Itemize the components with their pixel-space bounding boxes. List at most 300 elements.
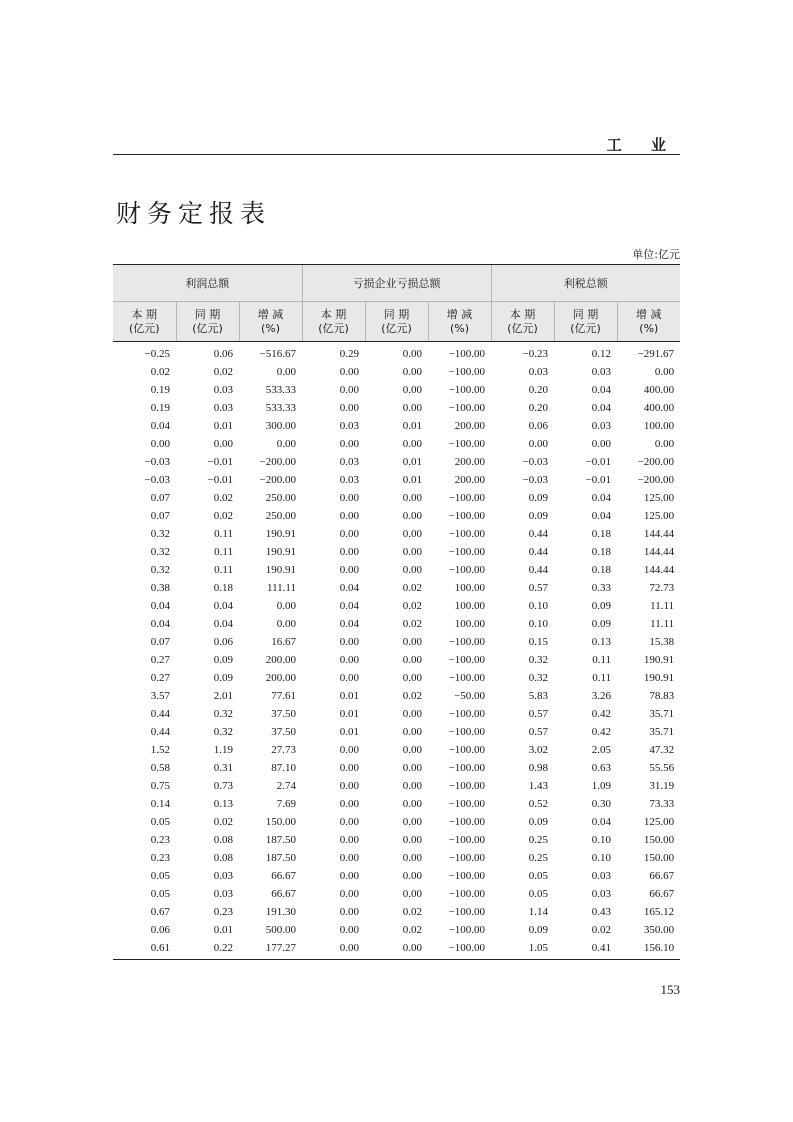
table-row <box>113 633 680 651</box>
table-row <box>113 471 680 489</box>
table-cell: 100.00 <box>454 618 486 630</box>
column-header: 同 期 (亿元) <box>365 302 428 342</box>
column-header: 增 减 (%) <box>239 302 302 342</box>
table-cell: 125.00 <box>643 492 675 504</box>
table-cell: 0.03 <box>213 870 233 882</box>
table-cell: −100.00 <box>448 654 486 666</box>
group-header-loss: 亏损企业亏损总额 <box>302 265 491 302</box>
table-cell: 177.27 <box>239 939 302 960</box>
table-cell: 165.12 <box>643 906 675 918</box>
table-cell: 66.67 <box>649 870 675 882</box>
table-cell: 0.00 <box>339 564 360 576</box>
table-cell: 0.42 <box>591 726 612 738</box>
table-cell: 0.98 <box>528 762 549 774</box>
table-cell: 0.00 <box>402 348 423 360</box>
table-cell: 200.00 <box>454 420 486 432</box>
table-cell: 0.06 <box>528 420 549 432</box>
column-header: 增 减 (%) <box>428 302 491 342</box>
table-cell: 200.00 <box>265 654 297 666</box>
table-cell: −100.00 <box>428 939 491 960</box>
table-cell: 0.18 <box>591 564 612 576</box>
table-cell: 0.00 <box>339 672 360 684</box>
table-cell: 0.02 <box>213 510 233 522</box>
page-number: 153 <box>660 982 680 997</box>
table-cell: 200.00 <box>454 474 486 486</box>
table-cell: 0.02 <box>402 618 423 630</box>
table-cell: 191.30 <box>265 906 297 918</box>
table-cell: 0.04 <box>339 618 360 630</box>
table-row <box>113 669 680 687</box>
table-cell: 87.10 <box>271 762 297 774</box>
table-cell: −100.00 <box>448 708 486 720</box>
table-row <box>113 687 680 705</box>
table-cell: 0.00 <box>402 726 423 738</box>
table-cell: 144.44 <box>643 546 675 558</box>
table-cell: 0.00 <box>339 906 360 918</box>
table-cell: −100.00 <box>448 438 486 450</box>
table-row <box>113 759 680 777</box>
table-cell: 0.00 <box>402 528 423 540</box>
table-cell: 0.00 <box>654 366 675 378</box>
table-cell: 0.05 <box>150 888 170 900</box>
table-cell: 0.03 <box>591 888 612 900</box>
table-cell: 111.11 <box>266 582 297 594</box>
table-cell: 47.32 <box>649 744 675 756</box>
table-row <box>113 651 680 669</box>
table-cell: −0.01 <box>585 474 612 486</box>
unit-label: 单位:亿元 <box>632 248 680 261</box>
table-cell: 0.10 <box>591 852 612 864</box>
column-header: 同 期 (亿元) <box>554 302 617 342</box>
table-cell: 0.22 <box>176 939 239 960</box>
table-cell: 0.00 <box>402 888 423 900</box>
column-header: 增 减 (%) <box>617 302 680 342</box>
table-cell: 0.09 <box>528 816 549 828</box>
table-cell: 350.00 <box>643 924 675 936</box>
table-cell: 0.30 <box>591 798 612 810</box>
table-cell: 0.04 <box>339 600 360 612</box>
table-cell: 0.00 <box>339 402 360 414</box>
table-cell: 400.00 <box>643 384 675 396</box>
table-cell: 0.13 <box>213 798 233 810</box>
table-cell: 187.50 <box>265 852 297 864</box>
column-header-row <box>113 302 680 342</box>
table-cell: 0.04 <box>591 402 612 414</box>
financial-table <box>113 264 680 960</box>
table-cell: 100.00 <box>643 420 675 432</box>
table-row <box>113 363 680 381</box>
table-cell: 0.27 <box>150 672 170 684</box>
table-cell: −100.00 <box>448 852 486 864</box>
table-cell: 0.38 <box>150 582 170 594</box>
table-cell: 0.00 <box>339 744 360 756</box>
table-cell: 0.06 <box>150 924 170 936</box>
table-cell: 0.04 <box>339 582 360 594</box>
table-cell: 0.09 <box>213 654 233 666</box>
table-cell: 144.44 <box>643 564 675 576</box>
table-cell: 0.00 <box>339 366 360 378</box>
table-row <box>113 795 680 813</box>
table-cell: 0.32 <box>213 726 233 738</box>
group-header-row <box>113 265 680 302</box>
table-cell: 2.74 <box>276 780 297 792</box>
table-cell: 0.32 <box>150 546 170 558</box>
table-cell: 0.11 <box>592 654 612 666</box>
table-cell: 0.00 <box>276 600 297 612</box>
table-cell: −100.00 <box>448 780 486 792</box>
table-row <box>113 705 680 723</box>
table-cell: −100.00 <box>448 726 486 738</box>
table-cell: 1.43 <box>528 780 549 792</box>
column-header: 本 期 (亿元) <box>491 302 554 342</box>
table-cell: 1.19 <box>213 744 233 756</box>
table-cell: 0.00 <box>339 852 360 864</box>
table-row <box>113 417 680 435</box>
table-cell: 0.00 <box>339 888 360 900</box>
table-cell: −100.00 <box>448 366 486 378</box>
table-cell: −100.00 <box>448 816 486 828</box>
table-cell: 0.18 <box>591 546 612 558</box>
table-cell: 0.18 <box>213 582 233 594</box>
table-cell: 0.09 <box>591 600 612 612</box>
table-cell: 0.57 <box>528 726 549 738</box>
table-cell: −100.00 <box>448 384 486 396</box>
table-cell: 0.00 <box>302 939 365 960</box>
table-cell: 0.00 <box>402 762 423 774</box>
table-cell: 0.00 <box>402 798 423 810</box>
table-cell: 1.14 <box>528 906 549 918</box>
table-body <box>113 342 680 960</box>
table-cell: −100.00 <box>448 762 486 774</box>
table-cell: −200.00 <box>259 456 297 468</box>
table-cell: 0.00 <box>402 780 423 792</box>
table-cell: 190.91 <box>643 672 675 684</box>
table-cell: 37.50 <box>271 726 297 738</box>
table-cell: 0.09 <box>591 618 612 630</box>
table-cell: 0.09 <box>213 672 233 684</box>
table-cell: 0.00 <box>339 510 360 522</box>
table-cell: 0.03 <box>591 870 612 882</box>
table-cell: −0.03 <box>522 474 549 486</box>
table-cell: 0.03 <box>339 474 360 486</box>
table-cell: 0.13 <box>591 636 612 648</box>
table-cell: 0.00 <box>339 528 360 540</box>
column-header: 同 期 (亿元) <box>176 302 239 342</box>
table-cell: 0.25 <box>528 852 549 864</box>
table-cell: 5.83 <box>528 690 549 702</box>
table-cell: 0.57 <box>528 582 549 594</box>
page-title: 财务定报表 <box>116 199 272 228</box>
table-cell: 300.00 <box>265 420 297 432</box>
table-cell: 0.03 <box>213 402 233 414</box>
table-cell: 0.19 <box>150 402 170 414</box>
table-cell: −100.00 <box>448 510 486 522</box>
table-cell: 0.03 <box>339 420 360 432</box>
table-cell: −100.00 <box>448 888 486 900</box>
table-cell: 0.02 <box>213 492 233 504</box>
section-header <box>113 132 680 155</box>
table-cell: 0.00 <box>339 492 360 504</box>
table-cell: 0.04 <box>591 384 612 396</box>
table-cell: −200.00 <box>637 456 675 468</box>
table-cell: 2.01 <box>213 690 233 702</box>
table-cell: 0.06 <box>213 636 233 648</box>
table-cell: 0.23 <box>150 834 170 846</box>
table-row <box>113 453 680 471</box>
table-cell: −291.67 <box>637 348 675 360</box>
table-cell: −100.00 <box>448 744 486 756</box>
table-cell: 0.32 <box>213 708 233 720</box>
table-cell: 0.44 <box>528 528 549 540</box>
table-cell: 0.41 <box>554 939 617 960</box>
table-cell: 0.33 <box>591 582 612 594</box>
table-cell: 0.00 <box>654 438 675 450</box>
table-cell: 0.12 <box>591 348 612 360</box>
table-cell: 3.02 <box>528 744 549 756</box>
table-cell: −100.00 <box>448 798 486 810</box>
table-cell: 0.00 <box>402 852 423 864</box>
table-cell: 0.04 <box>150 600 170 612</box>
table-cell: 533.33 <box>265 384 297 396</box>
table-cell: 0.02 <box>402 690 423 702</box>
table-cell: 0.00 <box>339 924 360 936</box>
table-cell: 125.00 <box>643 816 675 828</box>
table-cell: 0.00 <box>339 798 360 810</box>
table-cell: 0.44 <box>150 708 170 720</box>
table-cell: 7.69 <box>276 798 297 810</box>
table-cell: 0.07 <box>150 636 170 648</box>
table-cell: 0.18 <box>591 528 612 540</box>
table-cell: 144.44 <box>643 528 675 540</box>
table-cell: 0.11 <box>214 564 233 576</box>
table-cell: 0.00 <box>339 636 360 648</box>
table-cell: 0.00 <box>402 564 423 576</box>
table-cell: 0.01 <box>402 420 423 432</box>
table-cell: −100.00 <box>448 672 486 684</box>
table-cell: 0.00 <box>339 870 360 882</box>
table-cell: 0.00 <box>402 546 423 558</box>
table-row <box>113 831 680 849</box>
table-cell: 125.00 <box>643 510 675 522</box>
table-cell: 150.00 <box>265 816 297 828</box>
table-cell: 0.01 <box>339 690 360 702</box>
table-cell: 0.00 <box>402 816 423 828</box>
table-cell: 0.00 <box>402 438 423 450</box>
table-cell: 0.67 <box>150 906 170 918</box>
table-cell: −100.00 <box>448 636 486 648</box>
table-cell: 0.23 <box>150 852 170 864</box>
table-cell: 533.33 <box>265 402 297 414</box>
table-cell: 0.04 <box>591 816 612 828</box>
table-cell: 0.03 <box>213 384 233 396</box>
table-row <box>113 939 680 960</box>
table-cell: 0.05 <box>528 870 549 882</box>
table-cell: 0.01 <box>339 726 360 738</box>
table-cell: 0.02 <box>150 366 170 378</box>
table-row <box>113 813 680 831</box>
table-row <box>113 921 680 939</box>
table-cell: 0.01 <box>402 474 423 486</box>
table-cell: 0.63 <box>591 762 612 774</box>
table-cell: −0.01 <box>207 456 233 468</box>
table-cell: 500.00 <box>265 924 297 936</box>
table-cell: 0.42 <box>591 708 612 720</box>
table-cell: 0.03 <box>339 456 360 468</box>
table-cell: 37.50 <box>271 708 297 720</box>
table-cell: −100.00 <box>448 546 486 558</box>
table-cell: 0.04 <box>150 420 170 432</box>
table-cell: −100.00 <box>448 564 486 576</box>
table-cell: 1.52 <box>150 744 170 756</box>
table-cell: 0.00 <box>402 492 423 504</box>
table-cell: 0.06 <box>213 348 233 360</box>
table-cell: 0.07 <box>150 492 170 504</box>
table-cell: 0.10 <box>528 618 549 630</box>
table-cell: 0.00 <box>339 384 360 396</box>
table-cell: 190.91 <box>265 564 297 576</box>
table-cell: −0.01 <box>585 456 612 468</box>
table-row <box>113 525 680 543</box>
table-cell: 0.11 <box>214 546 233 558</box>
table-cell: 11.11 <box>650 600 675 612</box>
table-cell: 0.00 <box>402 744 423 756</box>
table-cell: −200.00 <box>259 474 297 486</box>
table-row <box>113 849 680 867</box>
group-header-profit-tax: 利税总额 <box>491 265 680 302</box>
table-cell: 0.02 <box>213 366 233 378</box>
table-row <box>113 615 680 633</box>
table-cell: 0.00 <box>402 708 423 720</box>
table-cell: −516.67 <box>259 348 297 360</box>
table-cell: 0.00 <box>276 438 297 450</box>
table-cell: 0.10 <box>591 834 612 846</box>
table-cell: 0.00 <box>339 816 360 828</box>
table-cell: 0.27 <box>150 654 170 666</box>
table-cell: 0.43 <box>591 906 612 918</box>
table-cell: 0.09 <box>528 924 549 936</box>
table-cell: 0.09 <box>528 492 549 504</box>
table-row <box>113 489 680 507</box>
table-cell: 0.02 <box>402 600 423 612</box>
table-cell: 3.57 <box>150 690 170 702</box>
table-cell: 0.02 <box>402 906 423 918</box>
table-cell: 0.00 <box>339 834 360 846</box>
table-cell: 0.00 <box>339 780 360 792</box>
table-cell: 0.73 <box>213 780 233 792</box>
table-cell: 73.33 <box>649 798 675 810</box>
table-cell: 0.19 <box>150 384 170 396</box>
table-cell: 0.00 <box>276 618 297 630</box>
table-cell: 3.26 <box>591 690 612 702</box>
table-row <box>113 597 680 615</box>
table-cell: 27.73 <box>271 744 297 756</box>
table-cell: 0.32 <box>528 672 549 684</box>
table-cell: 0.11 <box>214 528 233 540</box>
table-row <box>113 741 680 759</box>
table-cell: 0.08 <box>213 852 233 864</box>
table-cell: 0.04 <box>213 618 233 630</box>
table-cell: 0.00 <box>402 654 423 666</box>
table-row <box>113 777 680 795</box>
table-row <box>113 342 680 364</box>
table-cell: −200.00 <box>637 474 675 486</box>
table-cell: 190.91 <box>643 654 675 666</box>
table-cell: 78.83 <box>649 690 675 702</box>
table-cell: 0.02 <box>213 816 233 828</box>
table-cell: 66.67 <box>271 870 297 882</box>
table-cell: 0.03 <box>213 888 233 900</box>
table-cell: 0.58 <box>150 762 170 774</box>
table-cell: 0.00 <box>365 939 428 960</box>
table-cell: 0.05 <box>150 870 170 882</box>
table-cell: −0.25 <box>144 348 170 360</box>
table-cell: −0.23 <box>522 348 549 360</box>
table-row <box>113 903 680 921</box>
table-cell: −100.00 <box>448 348 486 360</box>
table-cell: 0.20 <box>528 402 549 414</box>
table-cell: 0.04 <box>591 510 612 522</box>
table-cell: 0.09 <box>528 510 549 522</box>
table-cell: 0.15 <box>528 636 549 648</box>
table-cell: 0.00 <box>402 636 423 648</box>
table-cell: 200.00 <box>265 672 297 684</box>
table-cell: 190.91 <box>265 528 297 540</box>
table-cell: 0.32 <box>150 564 170 576</box>
table-cell: 0.04 <box>213 600 233 612</box>
table-cell: 0.00 <box>150 438 170 450</box>
table-cell: 0.61 <box>113 939 176 960</box>
table-cell: 0.05 <box>528 888 549 900</box>
table-cell: −50.00 <box>454 690 486 702</box>
table-cell: 0.32 <box>528 654 549 666</box>
table-cell: 66.67 <box>649 888 675 900</box>
table-cell: 0.75 <box>150 780 170 792</box>
table-cell: 0.02 <box>591 924 612 936</box>
table-cell: 72.73 <box>649 582 675 594</box>
table-cell: 0.00 <box>339 546 360 558</box>
table-cell: −100.00 <box>448 924 486 936</box>
table-cell: 0.32 <box>150 528 170 540</box>
table-cell: 1.05 <box>491 939 554 960</box>
table-cell: 0.07 <box>150 510 170 522</box>
table-cell: 0.03 <box>591 420 612 432</box>
table-cell: 0.57 <box>528 708 549 720</box>
table-cell: 0.20 <box>528 384 549 396</box>
table-cell: 0.01 <box>213 924 233 936</box>
group-header-profit: 利润总额 <box>113 265 302 302</box>
table-cell: 0.00 <box>528 438 549 450</box>
table-cell: 15.38 <box>649 636 675 648</box>
table-cell: 0.04 <box>150 618 170 630</box>
table-cell: 0.44 <box>150 726 170 738</box>
table-cell: 0.00 <box>402 672 423 684</box>
table-cell: 190.91 <box>265 546 297 558</box>
table-row <box>113 579 680 597</box>
table-cell: 0.23 <box>213 906 233 918</box>
table-cell: 0.00 <box>339 438 360 450</box>
table-cell: 0.31 <box>213 762 233 774</box>
table-cell: 55.56 <box>649 762 675 774</box>
table-cell: −0.03 <box>144 474 170 486</box>
table-cell: 150.00 <box>643 834 675 846</box>
table-cell: 0.05 <box>150 816 170 828</box>
table-row <box>113 885 680 903</box>
table-cell: 16.67 <box>271 636 297 648</box>
table-cell: 31.19 <box>649 780 675 792</box>
table-cell: 0.11 <box>592 672 612 684</box>
table-row <box>113 435 680 453</box>
column-header: 本 期 (亿元) <box>113 302 176 342</box>
